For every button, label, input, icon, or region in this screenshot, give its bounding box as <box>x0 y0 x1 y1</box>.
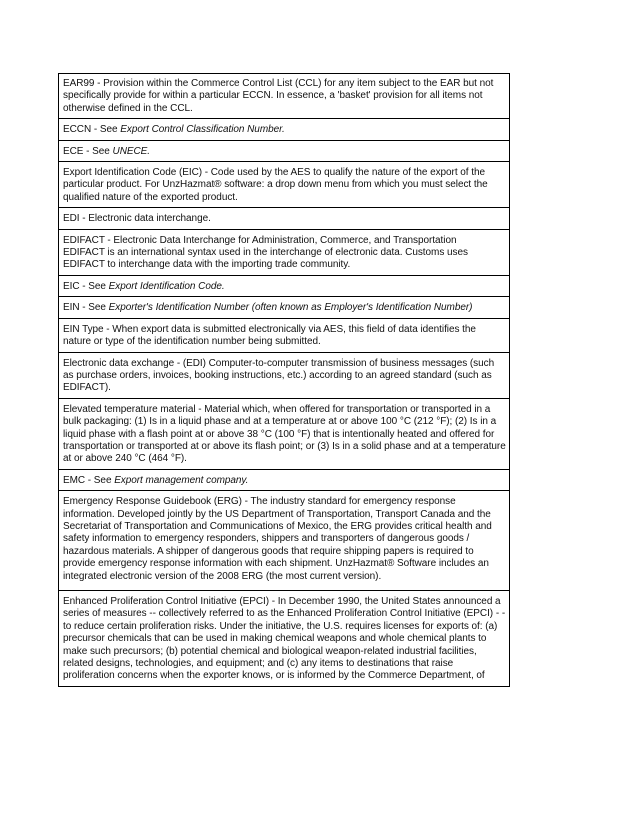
glossary-entry-edifact <box>59 229 509 275</box>
entry-text: EAR99 - Provision within the Commerce Control List (CCL) for any item subject to the EAR but not specifically provide for within a particular ECCN. In essence, a 'basket' provision for all items not otherwise defined in the CCL. <box>63 78 494 114</box>
entry-reference: Export Control Classification Number. <box>120 124 285 136</box>
entry-reference: Export management company. <box>114 474 249 486</box>
entry-term: EIN - See <box>63 302 109 314</box>
entry-term: EMC - See <box>63 474 115 486</box>
entry-text: EIN Type - When export data is submitted electronically via AES, this field of data identifies the nature or type of the identification number being submitted. <box>63 323 476 348</box>
glossary-entry-electronic-data-exchange <box>59 352 509 398</box>
glossary-entry-elevated-temperature-material <box>59 398 509 469</box>
entry-term: ECCN - See <box>63 124 121 136</box>
entry-text: Emergency Response Guidebook (ERG) - The industry standard for emergency response information. Developed jointly by the US Department of Transportation, Transport Canada and the Secretariat of Transportation and Communications of Mexico, the ERG provides critical health and safety information to emergency responders, shippers and transporters of dangerous goods / hazardous materials. A shipper of dangerous goods that require shipping papers is required to provide emergency response information with each shipment. UnzHazmat® Software includes an integrated electronic version of the 2008 ERG (the most current version). <box>63 496 492 582</box>
entry-text: Electronic data exchange - (EDI) Computer-to-computer transmission of business messages (such as purchase orders, invoices, booking instructions, etc.) according to an agreed standard (such as EDIFACT). <box>63 357 495 394</box>
entry-text: EDIFACT - Electronic Data Interchange for Administration, Commerce, and Transportation <box>63 234 457 246</box>
entry-text: Elevated temperature material - Material which, when offered for transportation or transported in a bulk packaging: (1) Is in a liquid phase and at a temperature at or above 100 °C (212 °F); (2) Is in a liquid phase with a flash point at or above 38 °C (100 °F) that is intentionally heated and offered for transportation or transported at or above its flash point; or (3) Is in a solid phase and at a temperature at or above 240 °C (464 °F). <box>63 403 506 465</box>
glossary-entry-epci <box>59 590 509 686</box>
entry-reference: Exporter's Identification Number (often known as Employer's Identification Number) <box>108 302 473 314</box>
glossary-entry-ein <box>59 296 509 317</box>
entry-text: Export Identification Code (EIC) - Code used by the AES to qualify the nature of the export of the particular product. For UnzHazmat® software: a drop down menu from which you must select the qualified nature of the exported product. <box>63 167 488 203</box>
entry-reference: Export Identification Code. <box>108 280 225 292</box>
glossary-entry-edi <box>59 207 509 228</box>
entry-text: EDI - Electronic data interchange. <box>63 213 211 225</box>
entry-text-continued: EDIFACT is an international syntax used in the interchange of electronic data. Customs uses EDIFACT to interchange data with the importing trade community. <box>63 247 468 271</box>
glossary-entry-eccn <box>59 118 509 139</box>
entry-term: ECE - See <box>63 145 113 157</box>
glossary-entry-ein-type <box>59 318 509 352</box>
glossary-entry-eic-definition <box>59 161 509 207</box>
entry-reference: UNECE. <box>112 145 151 157</box>
glossary-entry-eic <box>59 275 509 296</box>
glossary-table <box>58 73 510 687</box>
glossary-entry-erg <box>59 490 509 590</box>
glossary-entry-ear99 <box>59 74 509 118</box>
glossary-entry-ece <box>59 140 509 161</box>
entry-term: EIC - See <box>63 280 109 292</box>
glossary-entry-emc <box>59 469 509 490</box>
entry-text: Enhanced Proliferation Control Initiative (EPCI) - In December 1990, the United States announced a series of measures -- collectively referred to as the Enhanced Proliferation Control Initiative (EPCI) - - to reduce certain proliferation risks. Under the initiative, the U.S. requires licenses for exports of: (a) precursor chemicals that can be used in making chemical weapons and whole chemical plants to make such precursors; (b) potential chemical and biological weapon-related industrial facilities, related designs, technologies, and equipment; and (c) any items to destinations that raise proliferation concerns when the exporter knows, or is informed by the Commerce Department, of <box>63 596 506 682</box>
